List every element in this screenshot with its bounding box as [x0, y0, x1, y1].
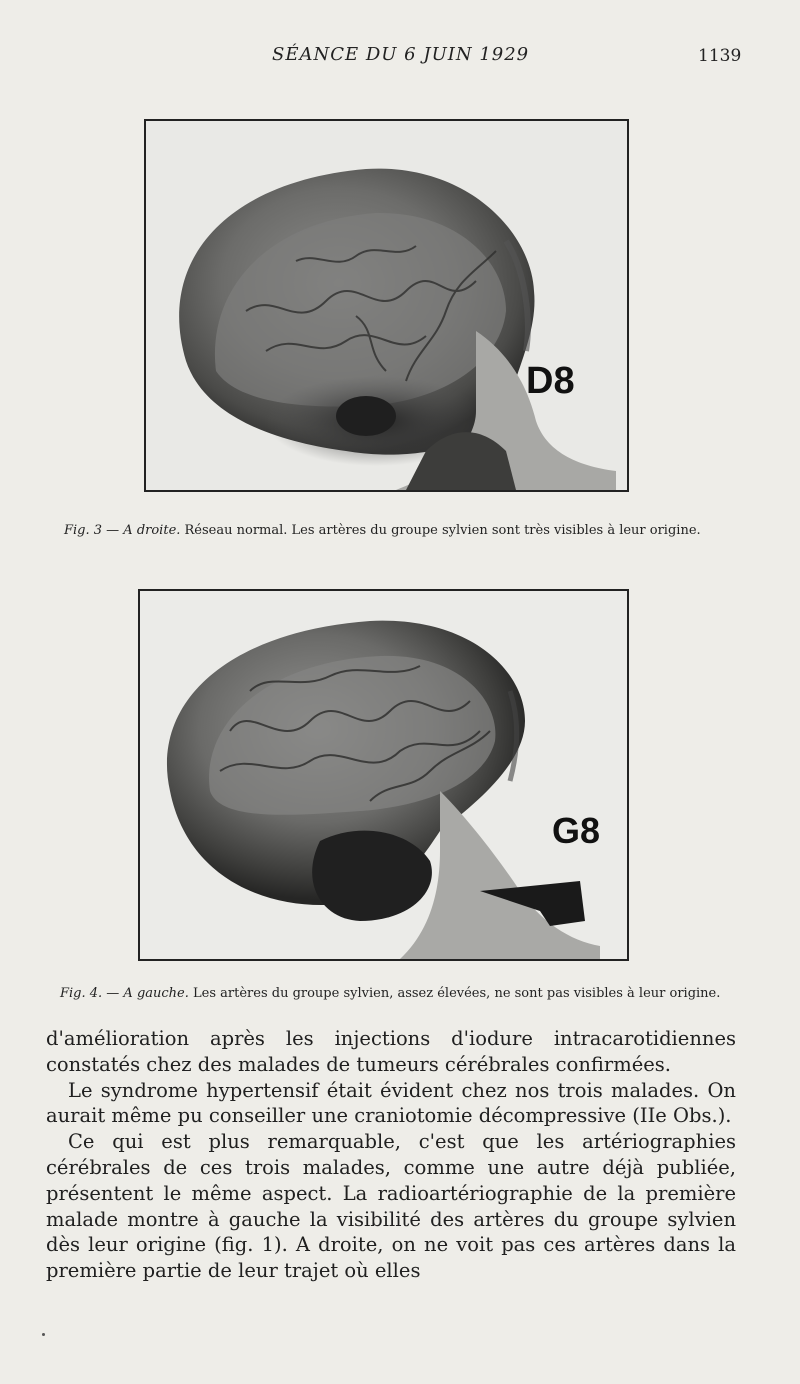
page-number: 1139 — [698, 46, 742, 66]
figure-4-caption — [60, 986, 720, 1001]
paragraph-3: Ce qui est plus remarquable, c'est que les artériographies cérébrales de ces trois malades, comme une autre déjà publiée, présentent le même aspect. La radioartériographie de la première malade montre à gauche la visibilité des artères du groupe sylvien dès leur origine (fig. 1). A droite, on ne voit pas ces artères dans la première partie de leur trajet où elles — [46, 1130, 736, 1283]
figure-3-caption-lead: Fig. 3 — A droite. — [64, 523, 181, 538]
figure-3-caption-text: Réseau normal. Les artères du groupe sylvien sont très visibles à leur origine. — [180, 523, 701, 538]
body-text — [46, 1026, 736, 1284]
skull-radiograph-left-image — [140, 591, 627, 959]
figure-4-caption-text: Les artères du groupe sylvien, assez élevées, ne sont pas visibles à leur origine. — [188, 986, 721, 1001]
figure-4-radiograph — [138, 589, 629, 961]
paragraph-1: d'amélioration après les injections d'iodure intracarotidiennes constatés chez des malades de tumeurs cérébrales confirmées. — [46, 1027, 736, 1076]
margin-mark — [42, 1333, 45, 1336]
plate-label-d8: D8 — [526, 360, 575, 402]
figure-3-caption — [64, 523, 701, 538]
paragraph-2: Le syndrome hypertensif était évident chez nos trois malades. On aurait même pu conseiller une craniotomie décompressive (IIe Obs.). — [46, 1078, 736, 1128]
figure-3-radiograph — [144, 119, 629, 492]
figure-4-caption-lead: Fig. 4. — A gauche. — [60, 986, 189, 1001]
skull-radiograph-right-image — [146, 121, 627, 490]
page-header — [0, 44, 800, 74]
plate-label-g8: G8 — [552, 810, 601, 851]
running-title: SÉANCE DU 6 JUIN 1929 — [272, 44, 530, 65]
